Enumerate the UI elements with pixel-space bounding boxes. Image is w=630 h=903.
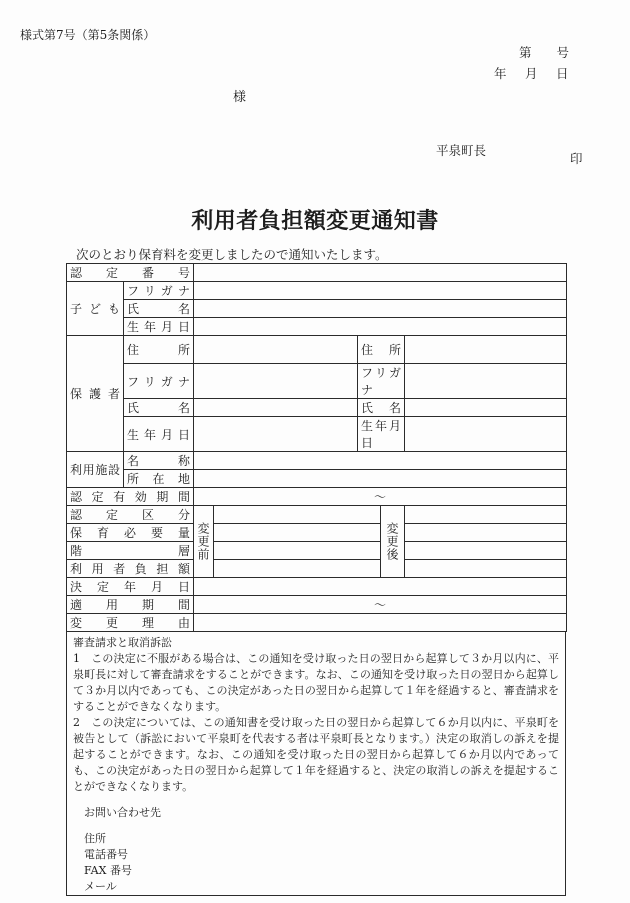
label-decision-date: 決定年月日 <box>67 578 194 596</box>
field-application-period: ～ <box>194 596 567 614</box>
field-category-after <box>405 506 567 524</box>
field-child-furigana <box>194 282 567 300</box>
table-row-guardian-name <box>67 399 567 417</box>
label-validity-period: 認定有効期間 <box>67 488 194 506</box>
legal-notice-box <box>66 632 566 896</box>
table-row-application-period <box>67 596 567 614</box>
field-change-reason <box>194 614 567 632</box>
field-tier-before <box>214 542 381 560</box>
field-category-before <box>214 506 381 524</box>
label-guardian-address: 住所 <box>124 336 194 364</box>
table-row-facility-location <box>67 470 567 488</box>
field-facility-name <box>194 452 567 470</box>
contact-email-label: メール <box>84 880 117 893</box>
table-row-care-amount <box>67 524 567 542</box>
table-row-guardian-birthdate <box>67 417 567 452</box>
field-guardian-furigana <box>194 364 358 399</box>
contact-address-label: 住所 <box>84 832 106 845</box>
form-number: 様式第7号（第5条関係） <box>20 28 156 42</box>
table-row-child-birthdate <box>67 318 567 336</box>
table-row-facility-name <box>67 452 567 470</box>
label-change-reason: 変更理由 <box>67 614 194 632</box>
page-title: 利用者負担額変更通知書 <box>191 208 439 234</box>
label-guardian2-furigana: フリガナ <box>358 364 405 399</box>
label-child-name: 氏名 <box>124 300 194 318</box>
label-guardian2-birthdate: 生年月日 <box>358 417 405 452</box>
field-facility-location <box>194 470 567 488</box>
seal-mark: 印 <box>570 151 583 166</box>
table-row-guardian-furigana <box>67 364 567 399</box>
field-certification-number <box>194 264 567 282</box>
field-validity-period: ～ <box>194 488 567 506</box>
legal-heading: 審査請求と取消訴訟 <box>73 636 172 649</box>
field-guardian2-birthdate <box>405 417 567 452</box>
field-guardian-name <box>194 399 358 417</box>
field-guardian-address <box>194 336 358 364</box>
form-sheet <box>66 263 566 896</box>
field-child-name <box>194 300 567 318</box>
issuer-name: 平泉町長 <box>436 143 487 158</box>
table-row-certification-number <box>67 264 567 282</box>
document-number-line: 第 号 <box>519 45 570 60</box>
field-tier-after <box>405 542 567 560</box>
label-care-amount: 保育必要量 <box>67 524 194 542</box>
label-tier: 階層 <box>67 542 194 560</box>
label-guardian-group: 保護者 <box>67 336 124 452</box>
field-user-burden-after <box>405 560 567 578</box>
intro-sentence: 次のとおり保育料を変更しましたので通知いたします。 <box>76 247 388 262</box>
label-guardian-furigana: フリガナ <box>124 364 194 399</box>
table-row-validity-period <box>67 488 567 506</box>
label-child-furigana: フリガナ <box>124 282 194 300</box>
field-guardian2-address <box>405 336 567 364</box>
label-user-burden: 利用者負担額 <box>67 560 194 578</box>
field-child-birthdate <box>194 318 567 336</box>
table-row-user-burden <box>67 560 567 578</box>
label-certification-number: 認定番号 <box>67 264 194 282</box>
label-child-group: 子ども <box>67 282 124 336</box>
table-row-child-furigana <box>67 282 567 300</box>
table-row-change-reason <box>67 614 567 632</box>
label-after-change: 変更後 <box>381 506 405 578</box>
table-row-certification-category <box>67 506 567 524</box>
contact-heading: お問い合わせ先 <box>84 806 161 819</box>
table-row-decision-date <box>67 578 567 596</box>
table-row-guardian-address <box>67 336 567 364</box>
field-decision-date <box>194 578 567 596</box>
table-row-tier <box>67 542 567 560</box>
label-facility-group: 利用施設 <box>67 452 124 488</box>
label-guardian-name: 氏名 <box>124 399 194 417</box>
label-before-change: 変更前 <box>194 506 214 578</box>
field-care-amount-before <box>214 524 381 542</box>
label-guardian2-name: 氏名 <box>358 399 405 417</box>
label-guardian-birthdate: 生年月日 <box>124 417 194 452</box>
label-guardian2-address: 住所 <box>358 336 405 364</box>
field-user-burden-before <box>214 560 381 578</box>
notification-form-table <box>66 263 567 632</box>
contact-phone-label: 電話番号 <box>84 848 128 861</box>
date-line: 年 月 日 <box>494 66 572 81</box>
field-guardian2-furigana <box>405 364 567 399</box>
addressee-honorific: 様 <box>233 90 247 105</box>
label-child-birthdate: 生年月日 <box>124 318 194 336</box>
field-care-amount-after <box>405 524 567 542</box>
label-facility-name: 名称 <box>124 452 194 470</box>
label-certification-category: 認定区分 <box>67 506 194 524</box>
table-row-child-name <box>67 300 567 318</box>
legal-paragraph-2: 2 この決定については、この通知書を受け取った日の翌日から起算して６か月以内に、平泉町を被告として（訴訟において平泉町を代表する者は平泉町長となります。）決定の取消しの訴えを提起することができます。なお、この通知を受け取った日の翌日から起算して６か月以内であっても、この決定があった日の翌日から起算して１年を経過すると、決定の取消しの訴えを提起することができなくなります。 <box>73 716 559 793</box>
label-application-period: 適用期間 <box>67 596 194 614</box>
field-guardian-birthdate <box>194 417 358 452</box>
label-facility-location: 所在地 <box>124 470 194 488</box>
contact-fax-label: FAX 番号 <box>84 864 132 877</box>
field-guardian2-name <box>405 399 567 417</box>
contact-block <box>73 831 559 895</box>
legal-paragraph-1: 1 この決定に不服がある場合は、この通知を受け取った日の翌日から起算して３か月以内に、平泉町長に対して審査請求をすることができます。なお、この通知を受け取った日の翌日から起算して３か月以内であっても、この決定があった日の翌日から起算して１年を経過すると、審査請求をすることができなくなります。 <box>73 652 559 713</box>
